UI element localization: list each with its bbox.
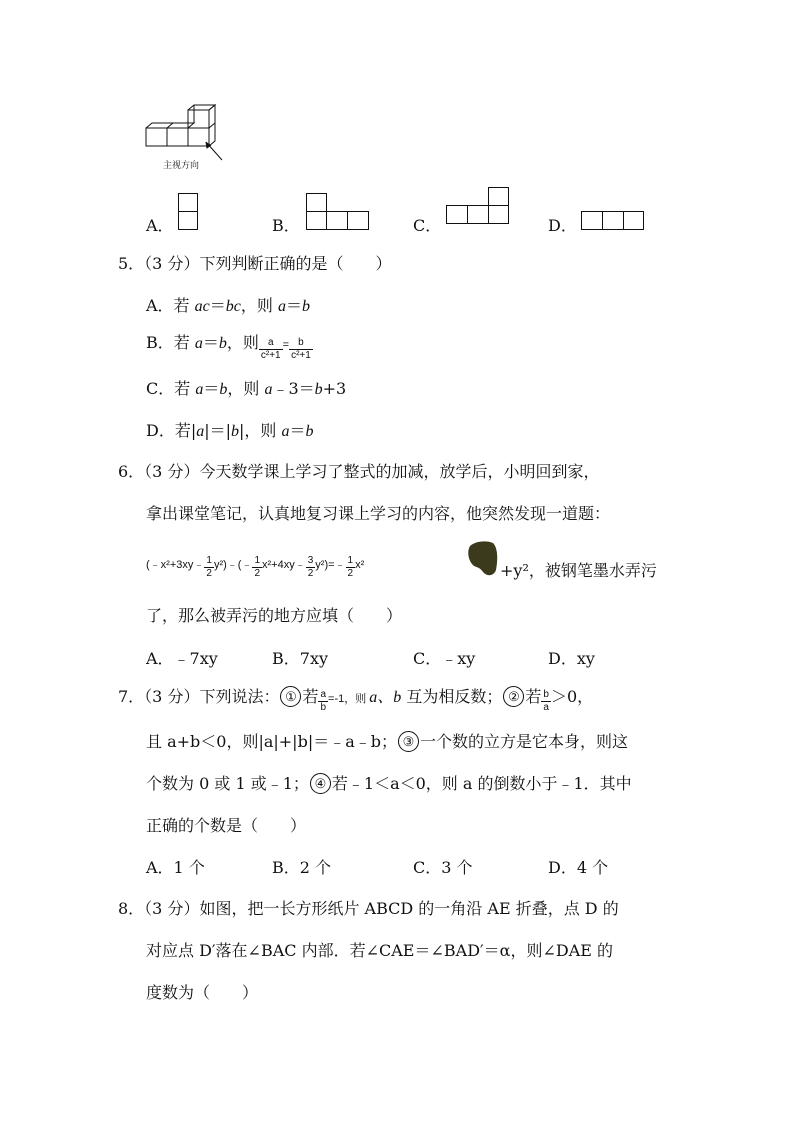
- q8-line-1: 8．（3 分）如图，把一长方形纸片 ABCD 的一角沿 AE 折叠，点 D 的: [118, 899, 619, 918]
- circled-number: ②: [503, 686, 524, 707]
- fraction: $\frac{1}{2}$: [254, 555, 260, 579]
- q6-line-1: 6．（3 分）今天数学课上学习了整式的加减，放学后，小明回到家，: [118, 462, 600, 481]
- q5-option-c[interactable]: C．若 a＝b，则 a﹣3＝b+3: [146, 379, 347, 398]
- option-d-shape: [623, 211, 644, 230]
- option-c-shape: [488, 205, 509, 224]
- figure-caption: 主视方向: [163, 160, 200, 170]
- fraction: $\frac{b}{a}$: [543, 689, 549, 713]
- q7-option-b[interactable]: B．2 个: [272, 858, 332, 877]
- q7-option-a[interactable]: A．1 个: [146, 858, 205, 877]
- option-b-shape: [347, 211, 369, 230]
- option-c-shape: [446, 205, 468, 224]
- q6-line-2: 拿出课堂笔记，认真地复习课上学习的内容，他突然发现一道题：: [146, 504, 611, 523]
- circled-number: ①: [280, 686, 301, 707]
- fraction: $\frac{b}{\text{c²+1}}$: [291, 337, 311, 361]
- q6-expression: (﹣x²+3xy﹣ $\frac{1}{2}$ y²)﹣(﹣ $\frac{1}{2}$ x²+4xy﹣ $\frac{3}{2}$ y²)=﹣ $\frac{1}{2}$ x²: [146, 555, 365, 579]
- option-b-shape: [326, 211, 348, 230]
- option-a[interactable]: A．: [146, 216, 174, 235]
- q5-stem: 5．（3 分）下列判断正确的是（ ）: [118, 254, 392, 273]
- fraction: $\frac{1}{2}$: [347, 555, 354, 579]
- q7-line-4: 正确的个数是（ ）: [146, 816, 307, 835]
- option-a-shape: [178, 193, 198, 212]
- ink-blot-icon: [467, 540, 499, 578]
- option-b-shape: [306, 193, 327, 212]
- q8-line-3: 度数为（ ）: [146, 983, 259, 1002]
- fraction: $\frac{a}{\text{c²+1}}$: [260, 337, 281, 361]
- option-d-shape: [602, 211, 624, 230]
- q7-line-3: 个数为 0 或 1 或﹣1； ④ 若﹣1＜a＜0，则 a 的倒数小于﹣1．其中: [146, 774, 632, 793]
- q7-option-d[interactable]: D．4 个: [548, 858, 609, 877]
- option-c-shape: [488, 187, 509, 206]
- fraction: $\frac{a}{b}$: [320, 689, 327, 713]
- option-c-shape: [467, 205, 489, 224]
- option-b-shape: [306, 211, 327, 230]
- circled-number: ④: [310, 773, 331, 794]
- q5-option-a[interactable]: A．若 ac＝bc，则 a＝b: [146, 296, 310, 315]
- option-b[interactable]: B．: [272, 216, 300, 235]
- q7-line-1: 7．（3 分）下列说法： ① 若 $\frac{a}{b}$ =-1，则 a、b 互为相反数； ② 若 $\frac{b}{a}$ ＞0，: [118, 687, 594, 713]
- option-d[interactable]: D．: [548, 216, 577, 235]
- solid-figure: [140, 104, 230, 164]
- circled-number: ③: [398, 731, 419, 752]
- q6-option-c[interactable]: C．﹣xy: [413, 649, 476, 668]
- q8-line-2: 对应点 D′落在∠BAC 内部．若∠CAE＝∠BAD′＝α，则∠DAE 的: [146, 941, 614, 960]
- q7-line-2: 且 a+b＜0，则|a|+|b|＝﹣a﹣b； ③ 一个数的立方是它本身，则这: [146, 732, 629, 751]
- q6-line-4: 了，那么被弄污的地方应填（ ）: [146, 606, 403, 625]
- q7-option-c[interactable]: C．3 个: [413, 858, 473, 877]
- q6-option-d[interactable]: D．xy: [548, 649, 595, 668]
- fraction: $\frac{3}{2}$: [307, 555, 314, 579]
- fraction: $\frac{1}{2}$: [206, 555, 212, 579]
- q5-option-d[interactable]: D．若|a|＝|b|，则 a＝b: [146, 421, 314, 440]
- option-a-shape: [178, 211, 198, 230]
- q5-option-b[interactable]: B．若 a＝b，则 $\frac{a}{\text{c²+1}}$ = $\frac{b}{\text{c²+1}}$: [146, 333, 311, 361]
- q6-option-a[interactable]: A．﹣7xy: [146, 649, 218, 668]
- q6-option-b[interactable]: B．7xy: [272, 649, 329, 668]
- option-d-shape: [581, 211, 603, 230]
- option-c[interactable]: C．: [413, 216, 442, 235]
- q6-after-blot: +y²，被钢笔墨水弄污: [500, 561, 657, 580]
